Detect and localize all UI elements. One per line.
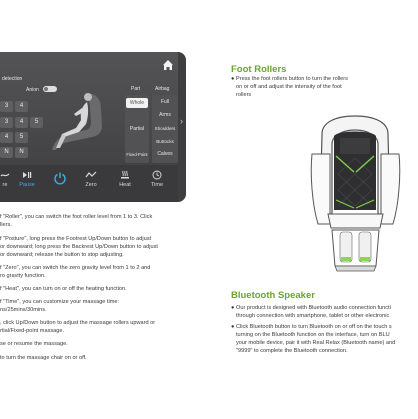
numkey[interactable]: 3: [0, 117, 13, 128]
text-line: your mobile device, pair it with Real Relax (Bluetooth name) and: [236, 340, 396, 346]
numkey[interactable]: 4: [0, 132, 13, 143]
numkey[interactable]: 4: [15, 101, 28, 112]
anion-label: Anion: [26, 87, 39, 93]
numkey[interactable]: 5: [30, 117, 43, 128]
pause-button[interactable]: [14, 170, 40, 188]
bottom-label: Pause: [19, 182, 35, 188]
text-line: turning on the Bluetooth function on the interface, turn on BLU: [236, 332, 390, 338]
power-button[interactable]: [47, 171, 73, 185]
airbag-shoulders-button[interactable]: Shoulders: [154, 126, 176, 131]
airbag-full-button[interactable]: Full: [160, 99, 170, 105]
bottom-label: Time: [150, 182, 164, 188]
play-pause-icon: [22, 170, 32, 180]
zero-gravity-icon: [85, 170, 97, 180]
text-line: llers.: [0, 222, 12, 228]
text-line: "9999" to complete the Bluetooth connection.: [236, 348, 348, 354]
part-header: Part: [131, 86, 141, 92]
text-line: on or off and adjust the intensity of the foot: [236, 84, 342, 90]
text-line: f "Time", you can customize your massage time:: [0, 299, 120, 305]
bullet-dot: ●: [231, 76, 235, 82]
bullet-dot: ●: [231, 324, 235, 330]
part-whole-button[interactable]: Whole: [126, 98, 148, 108]
text-line: f "Zero", you can switch the zero gravity level from 1 to 2 and: [0, 265, 151, 271]
text-line: through connection with smartphone, tablet or other electronic: [236, 313, 390, 319]
text-line: f "Posture", long press the Footrest Up/Down button to adjust: [0, 236, 152, 242]
airbag-calves-button[interactable]: Calves: [157, 151, 173, 157]
text-line: ns/25mins/30mins.: [0, 307, 47, 313]
text-line: f "Roller", you can switch the foot roller level from 1 to 3. Click: [0, 214, 153, 220]
text-line: , click Up/Down button to adjust the massage rollers upward or: [0, 320, 156, 326]
text-line: to turn the massage chair on or off.: [0, 355, 87, 361]
bottom-label: Zero: [85, 182, 97, 188]
text-line: or downward; release the button to stop adjusting.: [0, 252, 124, 258]
numkey[interactable]: N: [0, 147, 13, 158]
text-line: se or resume the massage.: [0, 341, 68, 347]
numkey[interactable]: 5: [15, 132, 28, 143]
wave-icon: [0, 170, 10, 180]
massage-chair-image: [308, 114, 403, 274]
clock-icon: [152, 170, 162, 180]
airbag-buttocks-button[interactable]: Buttocks: [156, 139, 174, 144]
text-line: Our product is designed with Bluetooth audio connection functi: [236, 305, 391, 311]
power-icon: [53, 171, 67, 185]
text-line: Press the foot rollers button to turn the rollers: [236, 76, 348, 82]
text-line: or downward; long press the Backrest Up/Down button to adjust: [0, 244, 158, 250]
part-partial-button[interactable]: Partial: [129, 126, 145, 132]
left-page: [0, 0, 205, 419]
numkey[interactable]: 3: [0, 101, 13, 112]
text-line: ro gravity function.: [0, 273, 46, 279]
text-line: rollers: [236, 92, 252, 98]
bottom-label: Heat: [119, 182, 131, 188]
foot-rollers-heading: Foot Rollers: [231, 64, 287, 75]
text-line: Click Bluetooth button to turn Bluetooth on or off on the touch s: [236, 324, 392, 330]
airbag-header: Airbag: [155, 86, 170, 92]
bullet-dot: ●: [231, 305, 235, 311]
massage-chair-figure: [46, 88, 116, 158]
right-page: [212, 0, 418, 419]
detection-label: detection: [2, 76, 23, 82]
numkey[interactable]: 4: [15, 117, 28, 128]
heat-button[interactable]: [112, 170, 138, 188]
text-line: f "Heat", you can turn on or off the heating function.: [0, 286, 127, 292]
bluetooth-heading: Bluetooth Speaker: [231, 290, 315, 301]
home-icon: [161, 58, 175, 72]
numkey[interactable]: N: [15, 147, 28, 158]
time-button[interactable]: [144, 170, 170, 188]
heat-icon: [120, 170, 130, 180]
zero-button[interactable]: [78, 170, 104, 188]
airbag-arms-button[interactable]: Arms: [159, 112, 171, 118]
chevron-right-icon[interactable]: ›: [180, 116, 183, 126]
part-fixed-point-button[interactable]: Fixed-Point: [126, 152, 148, 157]
text-line: rtial/Fixed-point massage.: [0, 328, 65, 334]
bottom-label: re: [2, 182, 8, 188]
